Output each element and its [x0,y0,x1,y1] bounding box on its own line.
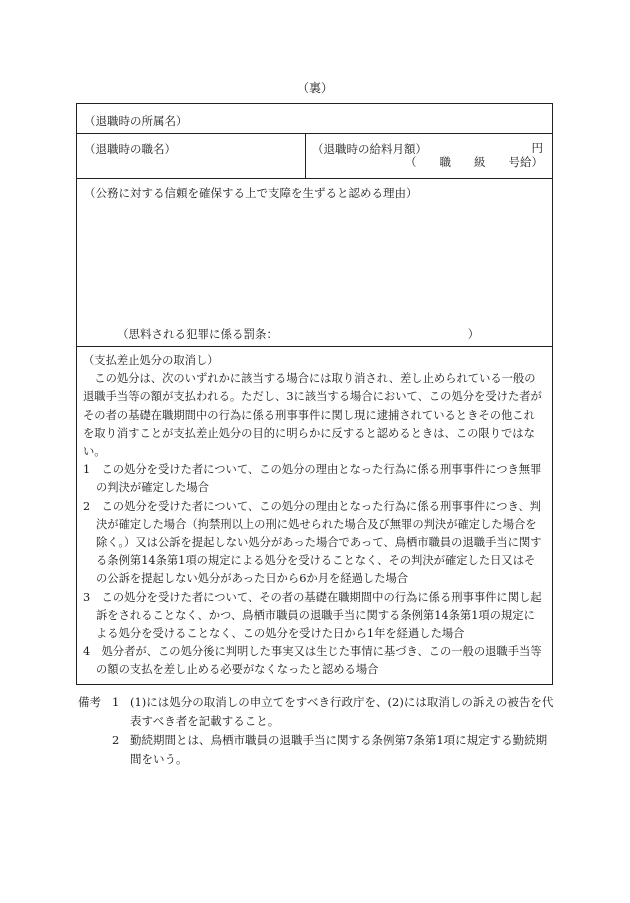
remark-number: 2 [112,733,120,747]
position-label: （退職時の職名） [84,142,176,156]
page-heading: （裏） [296,81,333,95]
cancellation-heading: （支払差止処分の取消し） [83,354,219,367]
divider [305,133,306,178]
salary-label: （退職時の給料月額） [312,142,427,156]
divider [77,178,552,179]
remarks-section [78,693,558,769]
disposition-form [76,103,553,685]
divider [77,133,552,134]
cancellation-item: 2 この処分を受けた者について、この処分の理由となった行為に係る刑事事件につき、判決が確定した場合（拘禁刑以上の刑に処せられた場合及び無罪の判決が確定した場合を除く。）又は公訴を提起しない処分があった場合であって、鳥栖市職員の退職手当に関する条例第14条第1項の規定による処分を受けることなく、その判決が確定した日又はその公訴を提起しない処分があった日から6か月を経過した場合 [83,499,542,586]
cancellation-section [83,352,545,680]
remarks-label: 備考 [78,695,101,709]
cancellation-item: 1 この処分を受けた者について、この処分の理由となった行為に係る刑事事件につき無罪の判決が確定した場合 [83,463,542,495]
penal-clause-label: （思料される犯罪に係る罰条： ） [117,327,480,341]
salary-yen-unit: 円 [531,141,543,155]
cancellation-item: 3 この処分を受けた者について、その者の基礎在職期間中の行為に係る刑事事件に関し起訴をされることなく、かつ、鳥栖市職員の退職手当に関する条例第14条第1項の規定による処分を受けることなく、この処分を受けた日から1年を経過した場合 [83,590,542,641]
reason-label: （公務に対する信頼を確保する上で支障を生ずると認める理由） [84,186,418,200]
salary-grade: （ 職 級 号給） [405,155,543,169]
remark-text: (1)には処分の取消しの申立てをすべき行政庁を、(2)には取消しの訴えの被告を代表すべき者を記載すること。 [130,695,554,728]
cancellation-item: 4 処分者が、この処分後に判明した事実又は生じた事情に基づき、この一般の退職手当等の額の支払を差し止める必要がなくなったと認める場合 [83,645,542,677]
divider [77,346,552,347]
remark-item [78,731,558,769]
remark-number: 1 [112,695,120,709]
affiliation-label: （退職時の所属名） [84,114,188,128]
remark-text: 勤続期間とは、鳥栖市職員の退職手当に関する条例第7条第1項に規定する勤続期間をいう。 [130,733,548,766]
cancellation-body: この処分は、次のいずれかに該当する場合には取り消され、差し止められている一般の退職手当等の額が支払われる。ただし、3に該当する場合において、この処分を受けた者がその者の基礎在職期間中の行為に係る刑事事件に関し現に逮捕されているときその他これを取り消すことが支払差止処分の目的に明らかに反すると認めるときは、この限りではない。 [83,372,542,459]
remark-item [78,693,558,731]
